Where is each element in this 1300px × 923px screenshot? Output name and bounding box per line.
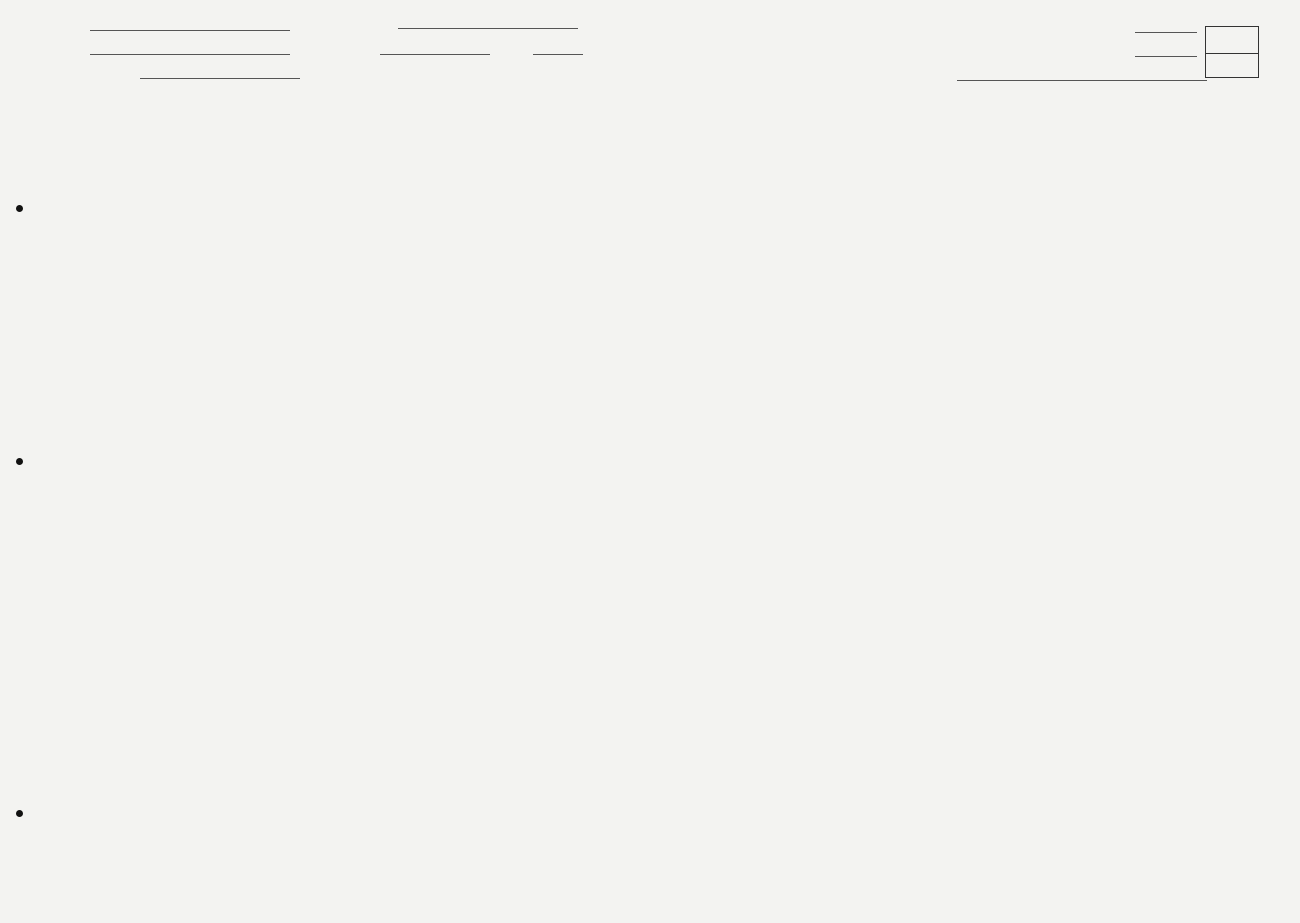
binder-hole [16,458,23,465]
binder-hole [16,205,23,212]
binder-hole [16,810,23,817]
